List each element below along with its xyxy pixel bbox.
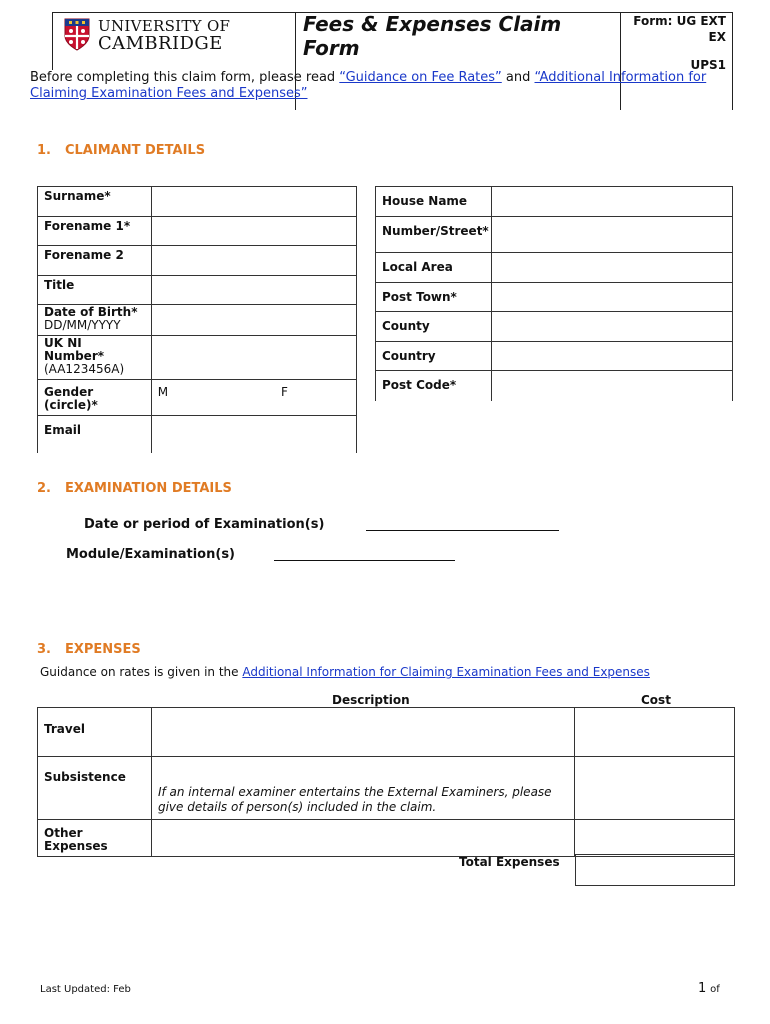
- email-label: Email: [38, 416, 152, 453]
- dob-label-text: Date of Birth*: [44, 305, 138, 319]
- ni-number-format-hint: (AA123456A): [44, 362, 125, 376]
- house-name-field[interactable]: [491, 187, 732, 217]
- post-town-field[interactable]: [491, 283, 732, 312]
- ni-number-label-text: UK NI Number*: [44, 336, 105, 363]
- table-row: [38, 246, 357, 276]
- forename2-label: Forename 2: [38, 246, 152, 276]
- other-expenses-cost-field[interactable]: [575, 820, 735, 857]
- page-number-current: 1: [698, 981, 707, 996]
- table-row: [38, 820, 735, 857]
- expenses-guidance: [40, 665, 650, 679]
- section3-title: [37, 642, 141, 657]
- travel-label: Travel: [38, 708, 152, 757]
- university-name: [98, 18, 230, 52]
- exam-module-label: Module/Examination(s): [66, 547, 235, 562]
- form-code-line2: EX: [708, 30, 726, 44]
- additional-information-link[interactable]: “Additional Information for Claiming Examination Fees and Expenses”: [30, 70, 707, 101]
- forename2-field[interactable]: [151, 246, 356, 276]
- table-row: [38, 708, 735, 757]
- table-row: [38, 276, 357, 305]
- intro-text-before: Before completing this claim form, please read: [30, 70, 340, 85]
- post-code-field[interactable]: [491, 371, 732, 401]
- intro-text: [30, 70, 755, 102]
- intro-text-between: and: [501, 70, 535, 85]
- county-field[interactable]: [491, 312, 732, 342]
- section3-number: 3.: [37, 642, 51, 657]
- university-logo: [64, 18, 239, 56]
- last-updated: Last Updated: Feb: [40, 984, 131, 995]
- page-number-of: of: [710, 984, 720, 995]
- total-expenses-label: Total Expenses: [459, 855, 560, 869]
- ni-number-field[interactable]: [151, 336, 356, 380]
- guidance-fee-rates-link[interactable]: “Guidance on Fee Rates”: [339, 70, 502, 85]
- table-row: [38, 416, 357, 453]
- ni-number-label: [38, 336, 152, 380]
- university-name-line1: UNIVERSITY OF: [98, 17, 231, 35]
- local-area-label: Local Area: [376, 253, 492, 283]
- exam-module-field[interactable]: [274, 560, 455, 561]
- form-title-line2: Form: [303, 36, 360, 60]
- dob-label: [38, 305, 152, 336]
- subsistence-cost-field[interactable]: [575, 757, 735, 820]
- other-expenses-label: Other Expenses: [38, 820, 152, 857]
- table-row: [376, 371, 733, 401]
- section1-number: 1.: [37, 143, 51, 158]
- description-column-header: Description: [332, 693, 410, 707]
- section2-title-text: EXAMINATION DETAILS: [64, 481, 232, 496]
- dob-format-hint: DD/MM/YYYY: [44, 318, 121, 332]
- form-code-ups: UPS1: [690, 58, 726, 72]
- header-left-border: [52, 12, 53, 70]
- university-name-line2: CAMBRIDGE: [98, 33, 223, 54]
- table-row: [376, 283, 733, 312]
- county-label: County: [376, 312, 492, 342]
- table-row: [376, 342, 733, 371]
- form-title: [303, 12, 561, 60]
- title-label: Title: [38, 276, 152, 305]
- travel-description-field[interactable]: [151, 708, 574, 757]
- title-field[interactable]: [151, 276, 356, 305]
- expenses-guidance-link[interactable]: Additional Information for Claiming Examination Fees and Expenses: [242, 665, 650, 679]
- form-code: [622, 13, 726, 45]
- gender-label: Gender (circle)*: [38, 380, 152, 416]
- gender-option-m[interactable]: M: [157, 385, 169, 399]
- table-row: [38, 336, 357, 380]
- claimant-details-table: [37, 186, 357, 453]
- section2-title: [37, 481, 232, 496]
- section1-title-text: CLAIMANT DETAILS: [64, 143, 206, 158]
- table-row: [376, 187, 733, 217]
- table-row: [38, 217, 357, 246]
- table-row: [38, 757, 735, 820]
- subsistence-note: If an internal examiner entertains the External Examiners, please give details of person(s) included in the claim.: [157, 785, 552, 814]
- table-row: [376, 312, 733, 342]
- number-street-label: Number/Street*: [376, 217, 492, 253]
- post-town-label: Post Town*: [376, 283, 492, 312]
- table-row: [376, 253, 733, 283]
- expenses-guidance-text: Guidance on rates is given in the: [40, 665, 243, 679]
- form-title-line1: Fees & Expenses Claim: [303, 12, 562, 36]
- dob-field[interactable]: [151, 305, 356, 336]
- number-street-field[interactable]: [491, 217, 732, 253]
- country-field[interactable]: [491, 342, 732, 371]
- page-number: [698, 981, 720, 996]
- other-expenses-description-field[interactable]: [151, 820, 574, 857]
- exam-date-label: Date or period of Examination(s): [84, 517, 325, 532]
- gender-option-f[interactable]: F: [280, 385, 288, 399]
- table-row: [38, 187, 357, 217]
- cambridge-shield-icon: [64, 18, 90, 51]
- country-label: Country: [376, 342, 492, 371]
- gender-field: [151, 380, 356, 416]
- house-name-label: House Name: [376, 187, 492, 217]
- post-code-label: Post Code*: [376, 371, 492, 401]
- cost-column-header: Cost: [641, 693, 671, 707]
- table-row: [376, 217, 733, 253]
- subsistence-label: Subsistence: [38, 757, 152, 820]
- email-field[interactable]: [151, 416, 356, 453]
- subsistence-description-field[interactable]: [151, 757, 574, 820]
- forename1-field[interactable]: [151, 217, 356, 246]
- address-details-table: [375, 186, 733, 401]
- form-code-line1: Form: UG EXT: [633, 14, 726, 28]
- table-row: [38, 305, 357, 336]
- section3-title-text: EXPENSES: [64, 642, 141, 657]
- section1-title: [37, 143, 205, 158]
- surname-label: Surname*: [38, 187, 152, 217]
- section2-number: 2.: [37, 481, 51, 496]
- travel-cost-field[interactable]: [575, 708, 735, 757]
- local-area-field[interactable]: [491, 253, 732, 283]
- expenses-table: [37, 707, 735, 857]
- total-expenses-field[interactable]: [575, 854, 735, 886]
- table-row: [38, 380, 357, 416]
- exam-date-field[interactable]: [366, 530, 559, 531]
- forename1-label: Forename 1*: [38, 217, 152, 246]
- surname-field[interactable]: [151, 187, 356, 217]
